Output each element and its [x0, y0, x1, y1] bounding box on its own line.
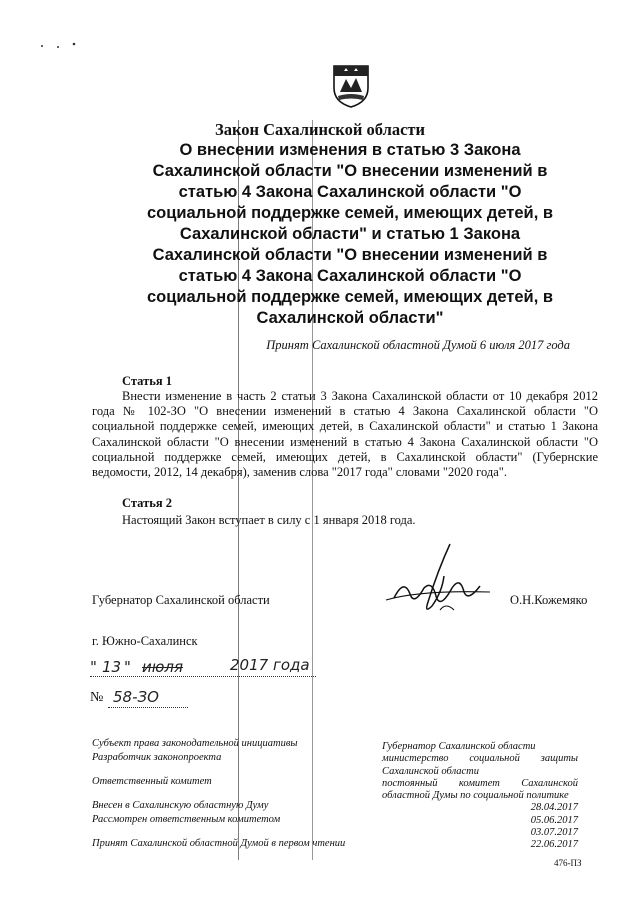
subtitle-line: Сахалинской области "О внесении изменений в [152, 246, 548, 264]
footer-right [382, 741, 578, 852]
subtitle-line: Сахалинской области" и статью 1 Закона [179, 225, 521, 243]
law-title: Закон Сахалинской области [214, 120, 426, 139]
subtitle-line: статью 4 Закона Сахалинской области "О [178, 267, 522, 285]
footer-left-line [92, 827, 382, 837]
footer-left-line: Рассмотрен ответственным комитетом [92, 814, 281, 825]
article-2-text: Настоящий Закон вступает в силу с 1 января 2018 года. [122, 513, 416, 527]
subtitle-line: Сахалинской области "О внесении изменений в [152, 162, 548, 180]
footer-left-line: Принят Сахалинской областной Думой в первом чтении [92, 838, 346, 849]
footer-right-line: Губернатор Сахалинской области [382, 741, 536, 752]
handwritten-signature-icon [380, 540, 500, 620]
article-1-text: Внести изменение в часть 2 статьи 3 Закона Сахалинской области от 10 декабря 2012 года № 102-ЗО "О внесении изменений в статью 4 Закона Сахалинской области "О социальной поддержке семей, имеющих детей, в Сахалинской области" и статью 1 Закона Сахалинской области "О внесении изменений в статью 4 Закона Сахалинской области "О социальной поддержке семей, имеющих детей, в Сахалинской области" (Губернские ведомости, 2012, 14 декабря), заменив слова "2017 года" словами "2020 года". [92, 389, 598, 480]
footer-right-line: областной Думы по социальной политике [382, 790, 569, 802]
date-month: июля [142, 658, 183, 676]
subtitle-line: О внесении изменения в статью 3 Закона [179, 141, 521, 159]
footer-date: 28.04.2017 [530, 802, 578, 814]
subtitle-line: статью 4 Закона Сахалинской области "О [178, 183, 522, 201]
law-subtitle [130, 140, 570, 329]
footer-left-line: Субъект права законодательной инициативы [92, 738, 298, 749]
footer-left-line: Ответственный комитет [92, 776, 212, 787]
date-day: 13 [102, 658, 122, 676]
signing-date [88, 656, 338, 682]
adoption-note: Принят Сахалинской областной Думой 6 июля 2017 года [266, 338, 570, 352]
law-number-prefix: № [90, 690, 104, 705]
document-code: 476-ПЗ [554, 858, 582, 868]
law-number-underline [108, 707, 188, 708]
date-close-quote: " [124, 658, 131, 676]
governor-name: О.Н.Кожемяко [510, 593, 588, 607]
city: г. Южно-Сахалинск [92, 634, 198, 648]
footer-date: 05.06.2017 [530, 814, 578, 826]
law-number: 58-ЗО [113, 688, 159, 706]
footer-left-line: Разработчик законопроекта [92, 752, 222, 763]
footer-date: 03.07.2017 [530, 827, 578, 839]
subtitle-line: социальной поддержке семей, имеющих детей, в [146, 288, 554, 306]
date-open-quote: " [90, 658, 97, 676]
article-1-heading: Статья 1 [122, 374, 172, 388]
footer-left [92, 737, 382, 851]
footer-left-line [92, 789, 382, 799]
date-underline [90, 676, 316, 677]
article-2-heading: Статья 2 [122, 496, 172, 510]
date-year: 2017 года [230, 656, 310, 674]
footer-right-line: Сахалинской области [382, 765, 480, 777]
footer-left-line [92, 765, 382, 775]
scan-speck-marks [40, 38, 80, 48]
footer-right-line: министерство социальной защиты [382, 753, 579, 765]
governor-position: Губернатор Сахалинской области [92, 593, 270, 607]
subtitle-line: Сахалинской области" [256, 309, 444, 327]
footer-right-line: постоянный комитет Сахалинской [382, 777, 578, 789]
sakhalin-coat-of-arms-icon [330, 62, 372, 108]
subtitle-line: социальной поддержке семей, имеющих детей, в [146, 204, 554, 222]
footer-date: 22.06.2017 [530, 839, 578, 851]
footer-left-line: Внесен в Сахалинскую областную Думу [92, 800, 269, 811]
